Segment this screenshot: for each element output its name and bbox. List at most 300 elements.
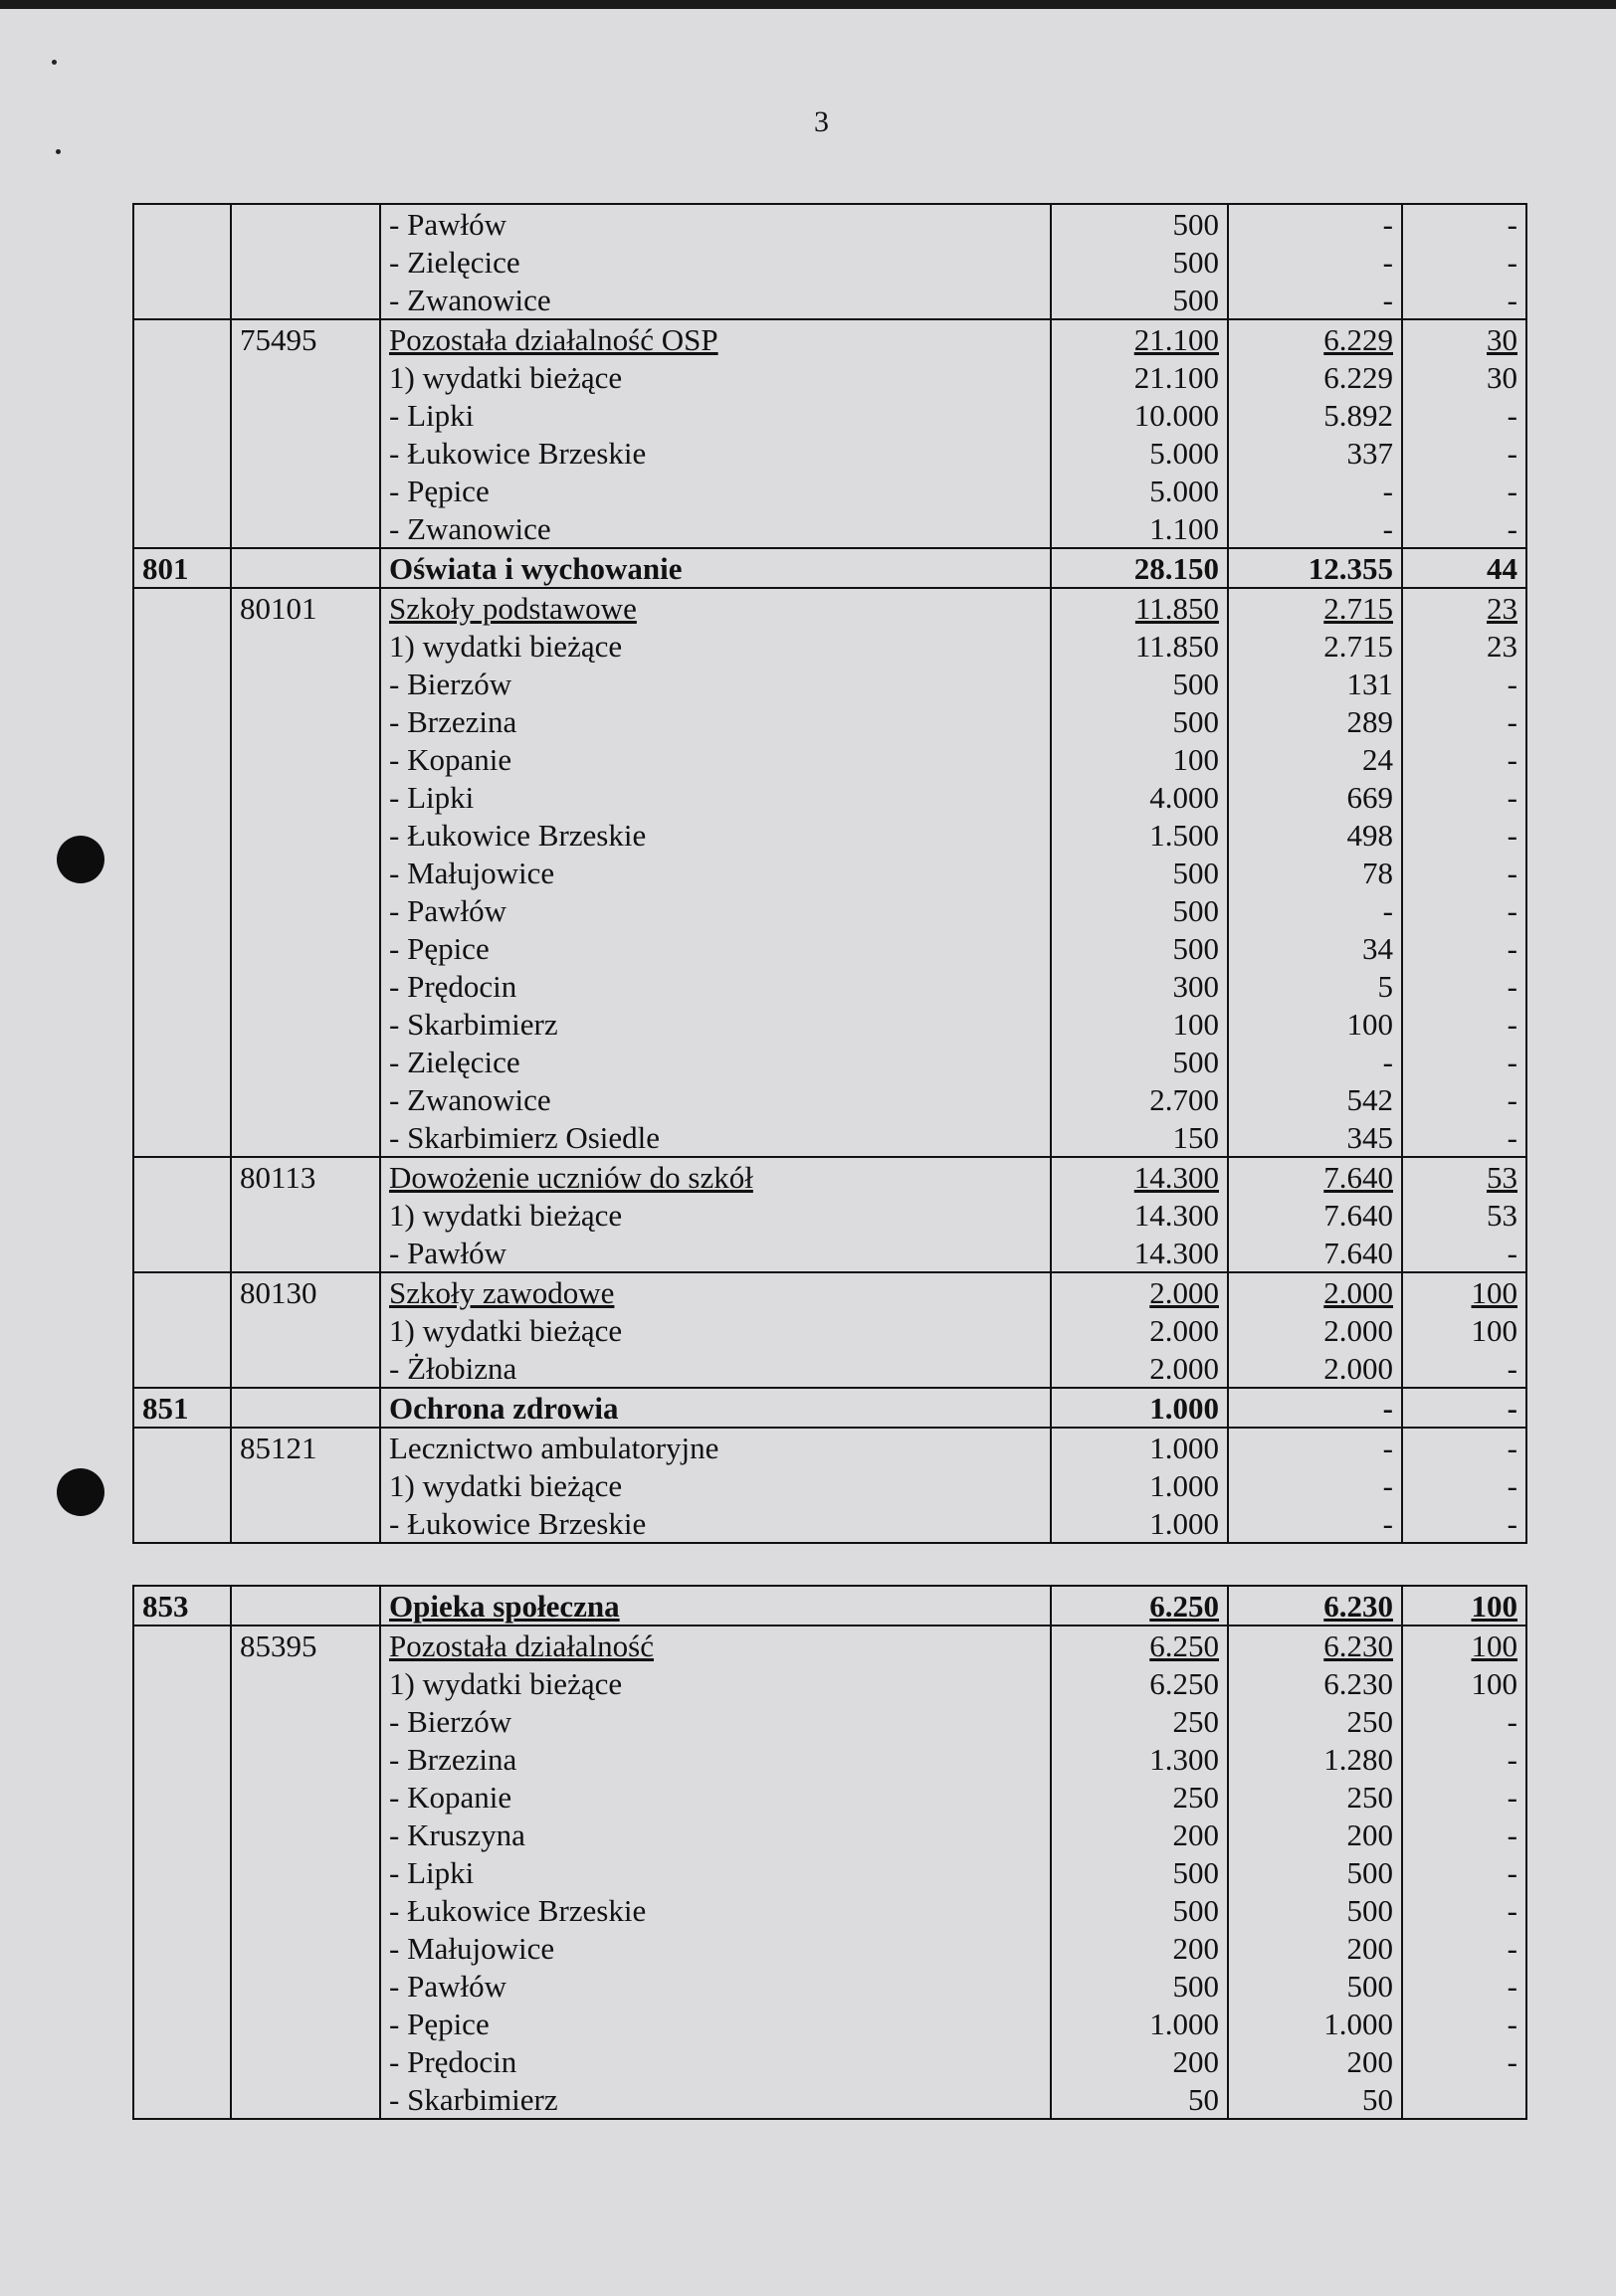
plan-amount-cell: 1.500 [1051,816,1228,854]
table-row [133,1778,1526,1816]
plan-amount-cell: 500 [1051,281,1228,319]
chapter-code-cell [231,854,380,891]
plan-amount-cell: 5.000 [1051,434,1228,472]
section-code-cell [133,2042,231,2080]
percent-cell: - [1402,1778,1526,1816]
percent-cell: - [1402,740,1526,778]
chapter-code-cell [231,434,380,472]
table-row [133,1504,1526,1543]
section-code-cell [133,204,231,243]
section-code-cell [133,358,231,396]
section-code-cell [133,1740,231,1778]
table-row [133,1466,1526,1504]
description-cell: - Łukowice Brzeskie [380,1504,1051,1543]
chapter-code-cell [231,243,380,281]
percent-cell: - [1402,1466,1526,1504]
percent-cell: 30 [1402,319,1526,358]
section-code-cell [133,2005,231,2042]
section-code-cell [133,1196,231,1234]
table-row [133,434,1526,472]
description-cell: - Kopanie [380,1778,1051,1816]
section-code-cell: 853 [133,1586,231,1626]
percent-cell: 23 [1402,588,1526,627]
section-code-cell [133,891,231,929]
section-code-cell [133,1664,231,1702]
executed-amount-cell: 12.355 [1228,548,1402,588]
chapter-code-cell [231,929,380,967]
percent-cell: 100 [1402,1586,1526,1626]
percent-cell: - [1402,472,1526,509]
description-cell: Opieka społeczna [380,1586,1051,1626]
chapter-code-cell [231,1118,380,1157]
section-code-cell [133,1929,231,1967]
executed-amount-cell: 2.000 [1228,1349,1402,1388]
description-cell: - Łukowice Brzeskie [380,816,1051,854]
chapter-code-cell [231,1929,380,1967]
executed-amount-cell: 2.715 [1228,627,1402,665]
section-code-cell [133,1005,231,1043]
executed-amount-cell: 200 [1228,2042,1402,2080]
description-cell: - Bierzów [380,665,1051,702]
percent-cell: - [1402,1043,1526,1080]
executed-amount-cell: 345 [1228,1118,1402,1157]
chapter-code-cell [231,1234,380,1272]
percent-cell: - [1402,1967,1526,2005]
percent-cell: - [1402,1816,1526,1853]
plan-amount-cell: 500 [1051,702,1228,740]
table-row [133,1816,1526,1853]
percent-cell: - [1402,665,1526,702]
executed-amount-cell: 7.640 [1228,1157,1402,1196]
description-cell: - Skarbimierz Osiedle [380,1118,1051,1157]
executed-amount-cell: 250 [1228,1702,1402,1740]
percent-cell: - [1402,1702,1526,1740]
plan-amount-cell: 2.700 [1051,1080,1228,1118]
plan-amount-cell: 2.000 [1051,1272,1228,1311]
plan-amount-cell: 200 [1051,1816,1228,1853]
table-row [133,967,1526,1005]
executed-amount-cell: 289 [1228,702,1402,740]
section-code-cell [133,1816,231,1853]
description-cell: - Skarbimierz [380,1005,1051,1043]
section-code-cell [133,627,231,665]
section-code-cell [133,1272,231,1311]
plan-amount-cell: 1.000 [1051,2005,1228,2042]
plan-amount-cell: 300 [1051,967,1228,1005]
table-row [133,1272,1526,1311]
executed-amount-cell: 500 [1228,1853,1402,1891]
section-code-cell [133,243,231,281]
description-cell: - Pępice [380,929,1051,967]
scan-speck [52,60,57,65]
description-cell: - Zwanowice [380,281,1051,319]
executed-amount-cell: 6.229 [1228,319,1402,358]
chapter-code-cell: 80130 [231,1272,380,1311]
description-cell: - Lipki [380,778,1051,816]
percent-cell: 53 [1402,1196,1526,1234]
chapter-code-cell [231,1967,380,2005]
percent-cell: - [1402,1929,1526,1967]
plan-amount-cell: 2.000 [1051,1349,1228,1388]
section-code-cell [133,1118,231,1157]
executed-amount-cell: 337 [1228,434,1402,472]
plan-amount-cell: 50 [1051,2080,1228,2119]
percent-cell: 100 [1402,1664,1526,1702]
description-cell: - Prędocin [380,967,1051,1005]
plan-amount-cell: 4.000 [1051,778,1228,816]
percent-cell: - [1402,204,1526,243]
chapter-code-cell [231,1586,380,1626]
plan-amount-cell: 1.000 [1051,1466,1228,1504]
description-cell: - Lipki [380,396,1051,434]
table-row [133,891,1526,929]
description-cell: 1) wydatki bieżące [380,1311,1051,1349]
section-code-cell [133,2080,231,2119]
description-cell: - Pępice [380,472,1051,509]
chapter-code-cell [231,627,380,665]
section-code-cell [133,1778,231,1816]
description-cell: Oświata i wychowanie [380,548,1051,588]
section-code-cell [133,1080,231,1118]
executed-amount-cell: 7.640 [1228,1196,1402,1234]
percent-cell: - [1402,1891,1526,1929]
section-code-cell [133,854,231,891]
percent-cell: - [1402,1234,1526,1272]
plan-amount-cell: 21.100 [1051,319,1228,358]
table-row [133,1157,1526,1196]
executed-amount-cell: 2.000 [1228,1311,1402,1349]
chapter-code-cell [231,2080,380,2119]
plan-amount-cell: 1.000 [1051,1504,1228,1543]
percent-cell: 100 [1402,1272,1526,1311]
executed-amount-cell: - [1228,1043,1402,1080]
chapter-code-cell [231,1702,380,1740]
table-row [133,1891,1526,1929]
chapter-code-cell: 85121 [231,1428,380,1466]
executed-amount-cell: 200 [1228,1816,1402,1853]
description-cell: Ochrona zdrowia [380,1388,1051,1428]
description-cell: - Kopanie [380,740,1051,778]
executed-amount-cell: 500 [1228,1967,1402,2005]
plan-amount-cell: 150 [1051,1118,1228,1157]
executed-amount-cell: 6.230 [1228,1586,1402,1626]
chapter-code-cell [231,1664,380,1702]
percent-cell: - [1402,243,1526,281]
chapter-code-cell [231,396,380,434]
description-cell: 1) wydatki bieżące [380,1664,1051,1702]
executed-amount-cell: 498 [1228,816,1402,854]
description-cell: 1) wydatki bieżące [380,1196,1051,1234]
chapter-code-cell [231,665,380,702]
section-code-cell [133,740,231,778]
description-cell: - Pawłów [380,1967,1051,2005]
table-row [133,778,1526,816]
plan-amount-cell: 11.850 [1051,627,1228,665]
executed-amount-cell: - [1228,1504,1402,1543]
table-row [133,1853,1526,1891]
table-row [133,509,1526,548]
plan-amount-cell: 28.150 [1051,548,1228,588]
chapter-code-cell [231,509,380,548]
percent-cell: - [1402,891,1526,929]
executed-amount-cell: 7.640 [1228,1234,1402,1272]
plan-amount-cell: 250 [1051,1702,1228,1740]
budget-table-1 [132,203,1527,1544]
chapter-code-cell [231,1778,380,1816]
table-row [133,1967,1526,2005]
section-code-cell: 801 [133,548,231,588]
executed-amount-cell: 1.280 [1228,1740,1402,1778]
chapter-code-cell [231,1740,380,1778]
executed-amount-cell: 6.229 [1228,358,1402,396]
table-row [133,1080,1526,1118]
table-row [133,588,1526,627]
executed-amount-cell: - [1228,509,1402,548]
section-code-cell [133,281,231,319]
executed-amount-cell: 6.230 [1228,1664,1402,1702]
table-row [133,1626,1526,1664]
table-row [133,1118,1526,1157]
description-cell: - Zielęcice [380,1043,1051,1080]
chapter-code-cell [231,1504,380,1543]
section-code-cell [133,1853,231,1891]
plan-amount-cell: 250 [1051,1778,1228,1816]
description-cell: - Bierzów [380,1702,1051,1740]
plan-amount-cell: 14.300 [1051,1196,1228,1234]
chapter-code-cell [231,1080,380,1118]
section-code-cell [133,1504,231,1543]
description-cell: 1) wydatki bieżące [380,358,1051,396]
chapter-code-cell [231,967,380,1005]
chapter-code-cell [231,472,380,509]
table-row [133,1388,1526,1428]
description-cell: - Pawłów [380,204,1051,243]
executed-amount-cell: 100 [1228,1005,1402,1043]
table-row [133,2080,1526,2119]
section-code-cell: 851 [133,1388,231,1428]
executed-amount-cell: - [1228,204,1402,243]
plan-amount-cell: 500 [1051,1967,1228,2005]
section-code-cell [133,396,231,434]
description-cell: Lecznictwo ambulatoryjne [380,1428,1051,1466]
table-row [133,740,1526,778]
chapter-code-cell [231,1466,380,1504]
chapter-code-cell [231,740,380,778]
percent-cell: - [1402,1005,1526,1043]
plan-amount-cell: 500 [1051,929,1228,967]
percent-cell: - [1402,1853,1526,1891]
executed-amount-cell: 1.000 [1228,2005,1402,2042]
section-code-cell [133,434,231,472]
percent-cell: 44 [1402,548,1526,588]
table-row [133,2005,1526,2042]
description-cell: - Pawłów [380,891,1051,929]
percent-cell: - [1402,1349,1526,1388]
table-row [133,396,1526,434]
section-code-cell [133,1311,231,1349]
scan-speck [56,149,61,154]
description-cell: - Brzezina [380,1740,1051,1778]
chapter-code-cell: 80101 [231,588,380,627]
percent-cell: 100 [1402,1311,1526,1349]
table-row [133,1196,1526,1234]
description-cell: - Małujowice [380,854,1051,891]
section-code-cell [133,778,231,816]
chapter-code-cell [231,2042,380,2080]
chapter-code-cell [231,358,380,396]
table-row [133,854,1526,891]
percent-cell: - [1402,396,1526,434]
section-code-cell [133,1349,231,1388]
section-code-cell [133,1967,231,2005]
table-row [133,1740,1526,1778]
plan-amount-cell: 14.300 [1051,1157,1228,1196]
plan-amount-cell: 500 [1051,204,1228,243]
table-row [133,627,1526,665]
percent-cell: - [1402,854,1526,891]
plan-amount-cell: 1.100 [1051,509,1228,548]
description-cell: Szkoły podstawowe [380,588,1051,627]
executed-amount-cell: - [1228,891,1402,929]
budget-table-2 [132,1585,1527,2120]
description-cell: - Zwanowice [380,1080,1051,1118]
table-row [133,702,1526,740]
percent-cell: - [1402,1740,1526,1778]
plan-amount-cell: 200 [1051,1929,1228,1967]
table-row [133,204,1526,243]
percent-cell: - [1402,1504,1526,1543]
description-cell: Dowożenie uczniów do szkół [380,1157,1051,1196]
table-row [133,1428,1526,1466]
percent-cell: 100 [1402,1626,1526,1664]
description-cell: - Zwanowice [380,509,1051,548]
description-cell: - Brzezina [380,702,1051,740]
plan-amount-cell: 500 [1051,854,1228,891]
chapter-code-cell [231,1311,380,1349]
plan-amount-cell: 6.250 [1051,1626,1228,1664]
executed-amount-cell: 6.230 [1228,1626,1402,1664]
table-row [133,2042,1526,2080]
section-code-cell [133,1626,231,1664]
description-cell: - Łukowice Brzeskie [380,1891,1051,1929]
percent-cell: - [1402,434,1526,472]
plan-amount-cell: 14.300 [1051,1234,1228,1272]
table-row [133,358,1526,396]
executed-amount-cell: 78 [1228,854,1402,891]
percent-cell: - [1402,1118,1526,1157]
plan-amount-cell: 5.000 [1051,472,1228,509]
section-code-cell [133,967,231,1005]
executed-amount-cell: 200 [1228,1929,1402,1967]
plan-amount-cell: 2.000 [1051,1311,1228,1349]
section-code-cell [133,1891,231,1929]
section-code-cell [133,1428,231,1466]
description-cell: - Pawłów [380,1234,1051,1272]
executed-amount-cell: 5 [1228,967,1402,1005]
executed-amount-cell: - [1228,1388,1402,1428]
chapter-code-cell [231,281,380,319]
percent-cell: - [1402,509,1526,548]
description-cell: 1) wydatki bieżące [380,1466,1051,1504]
description-cell: - Żłobizna [380,1349,1051,1388]
plan-amount-cell: 100 [1051,740,1228,778]
table-row [133,1005,1526,1043]
executed-amount-cell: 669 [1228,778,1402,816]
description-cell: Pozostała działalność OSP [380,319,1051,358]
chapter-code-cell [231,1816,380,1853]
description-cell: Szkoły zawodowe [380,1272,1051,1311]
executed-amount-cell: - [1228,243,1402,281]
chapter-code-cell [231,1853,380,1891]
percent-cell: - [1402,702,1526,740]
plan-amount-cell: 6.250 [1051,1586,1228,1626]
plan-amount-cell: 200 [1051,2042,1228,2080]
executed-amount-cell: 50 [1228,2080,1402,2119]
chapter-code-cell [231,2005,380,2042]
description-cell: - Łukowice Brzeskie [380,434,1051,472]
table-row [133,1586,1526,1626]
punch-hole-icon [57,836,104,883]
punch-hole-icon [57,1468,104,1516]
chapter-code-cell [231,778,380,816]
percent-cell: - [1402,2005,1526,2042]
plan-amount-cell: 500 [1051,891,1228,929]
table-row [133,319,1526,358]
percent-cell: - [1402,929,1526,967]
percent-cell [1402,2080,1526,2119]
percent-cell: 30 [1402,358,1526,396]
description-cell: - Lipki [380,1853,1051,1891]
description-cell: 1) wydatki bieżące [380,627,1051,665]
chapter-code-cell [231,1005,380,1043]
section-code-cell [133,929,231,967]
plan-amount-cell: 21.100 [1051,358,1228,396]
percent-cell: - [1402,1080,1526,1118]
plan-amount-cell: 500 [1051,1043,1228,1080]
description-cell: - Małujowice [380,1929,1051,1967]
table-row [133,1349,1526,1388]
percent-cell: - [1402,1428,1526,1466]
chapter-code-cell [231,1891,380,1929]
section-code-cell [133,816,231,854]
plan-amount-cell: 100 [1051,1005,1228,1043]
executed-amount-cell: 2.000 [1228,1272,1402,1311]
section-code-cell [133,1043,231,1080]
section-code-cell [133,472,231,509]
plan-amount-cell: 10.000 [1051,396,1228,434]
plan-amount-cell: 500 [1051,243,1228,281]
chapter-code-cell [231,1349,380,1388]
plan-amount-cell: 11.850 [1051,588,1228,627]
table-row [133,1702,1526,1740]
chapter-code-cell: 75495 [231,319,380,358]
table-row [133,281,1526,319]
table-row [133,1043,1526,1080]
plan-amount-cell: 6.250 [1051,1664,1228,1702]
section-code-cell [133,1466,231,1504]
table-row [133,665,1526,702]
description-cell: - Skarbimierz [380,2080,1051,2119]
executed-amount-cell: - [1228,472,1402,509]
plan-amount-cell: 1.000 [1051,1428,1228,1466]
chapter-code-cell [231,816,380,854]
table-row [133,472,1526,509]
plan-amount-cell: 1.300 [1051,1740,1228,1778]
plan-amount-cell: 1.000 [1051,1388,1228,1428]
chapter-code-cell [231,891,380,929]
chapter-code-cell: 85395 [231,1626,380,1664]
percent-cell: - [1402,281,1526,319]
